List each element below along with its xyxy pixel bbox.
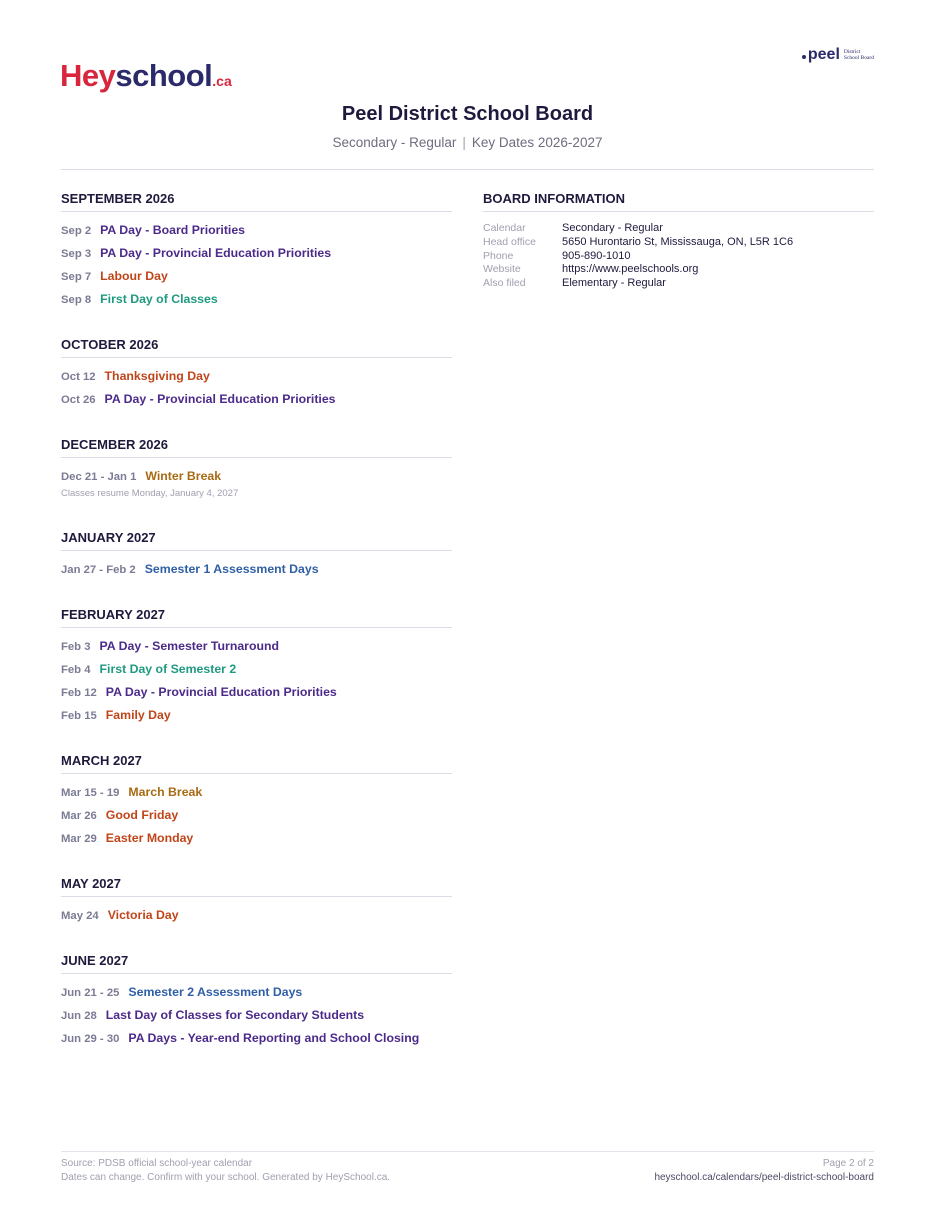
logo-school: school [115, 58, 213, 93]
month-heading: JUNE 2027 [61, 953, 452, 974]
event-date: Mar 26 [61, 809, 97, 822]
board-info-key: Website [483, 263, 521, 276]
event-row [61, 465, 452, 504]
event-row [61, 242, 452, 265]
logo-hey: Hey [60, 58, 116, 93]
event-row [61, 904, 452, 927]
subtitle-key-dates: Key Dates 2026-2027 [471, 135, 603, 150]
board-info-row [483, 250, 874, 264]
month-section [61, 437, 452, 504]
event-date: Sep 2 [61, 224, 92, 237]
event-date: Jan 27 - Feb 2 [61, 563, 136, 576]
footer-left [61, 1157, 390, 1185]
event-date: Oct 12 [61, 370, 96, 383]
event-date: Jun 29 - 30 [61, 1032, 120, 1045]
event-row [61, 704, 452, 727]
peel-word: peel [807, 46, 840, 63]
peel-logo [802, 46, 874, 64]
event-row [61, 658, 452, 681]
month-section [61, 530, 452, 581]
month-section [61, 753, 452, 850]
footer-source: Source: PDSB official school-year calendar [61, 1158, 253, 1169]
board-info-value: 905-890-1010 [562, 249, 631, 262]
month-heading: JANUARY 2027 [61, 530, 452, 551]
page-title: Peel District School Board [341, 103, 594, 125]
board-info-value: Secondary - Regular [562, 222, 663, 234]
peel-subtitle [844, 49, 874, 61]
event-name: March Break [128, 784, 203, 799]
event-row [61, 558, 452, 581]
month-section [61, 337, 452, 411]
event-date: May 24 [61, 909, 99, 922]
event-name: PA Day - Board Priorities [100, 222, 246, 237]
event-date: Dec 21 - Jan 1 [61, 470, 137, 483]
board-info-key: Calendar [483, 222, 526, 234]
peel-dot-icon [802, 55, 806, 59]
event-row [61, 388, 452, 411]
page-subtitle [0, 135, 935, 150]
event-name: PA Day - Semester Turnaround [99, 638, 279, 653]
board-info-row [483, 236, 874, 250]
footer-url: heyschool.ca/calendars/peel-district-school-board [654, 1172, 874, 1183]
board-info-value: https://www.peelschools.org [562, 263, 699, 276]
event-row [61, 1004, 452, 1027]
event-row [61, 365, 452, 388]
board-info-rows [483, 222, 874, 291]
event-name: Winter Break [145, 468, 222, 483]
event-date: Feb 4 [61, 663, 91, 676]
event-date: Sep 7 [61, 270, 92, 283]
logo-ca: .ca [212, 73, 232, 89]
month-section [61, 953, 452, 1050]
event-name: PA Day - Provincial Education Priorities [100, 245, 332, 260]
event-row [61, 681, 452, 704]
event-date: Jun 28 [61, 1009, 97, 1022]
heyschool-logo [60, 58, 232, 102]
event-row [61, 219, 452, 242]
board-info-key: Head office [483, 235, 536, 248]
board-info-row [483, 277, 874, 291]
event-row [61, 265, 452, 288]
peel-sub-line1: District [843, 49, 861, 55]
event-name: First Day of Semester 2 [99, 661, 237, 676]
peel-sub-line2: School Board [843, 55, 874, 61]
board-information [483, 191, 874, 291]
header-divider [61, 169, 874, 170]
event-name: PA Day - Provincial Education Priorities [105, 684, 337, 699]
event-note: Classes resume Monday, January 4, 2027 [61, 487, 239, 499]
event-name: First Day of Classes [100, 291, 218, 306]
board-info-value: 5650 Hurontario St, Mississauga, ON, L5R 1C6 [562, 235, 794, 248]
month-heading: SEPTEMBER 2026 [61, 191, 452, 212]
subtitle-separator: | [462, 135, 466, 150]
board-info-key: Phone [483, 249, 514, 262]
footer-page-number: Page 2 of 2 [822, 1158, 874, 1169]
month-heading: OCTOBER 2026 [61, 337, 452, 358]
month-heading: MAY 2027 [61, 876, 452, 897]
event-name: Family Day [105, 707, 171, 722]
event-name: Labour Day [100, 268, 168, 283]
event-name: Good Friday [105, 807, 179, 822]
board-info-row [483, 263, 874, 277]
board-info-key: Also filed [483, 277, 526, 290]
event-date: Sep 8 [61, 293, 92, 306]
event-name: Easter Monday [105, 830, 194, 845]
event-row [61, 1027, 452, 1050]
event-row [61, 981, 452, 1004]
board-info-value: Elementary - Regular [562, 277, 666, 290]
board-info-heading: BOARD INFORMATION [483, 191, 874, 212]
event-date: Oct 26 [61, 393, 96, 406]
event-name: PA Day - Provincial Education Priorities [104, 391, 336, 406]
footer-right [654, 1157, 874, 1185]
event-name: Thanksgiving Day [104, 368, 210, 383]
event-row [61, 781, 452, 804]
month-section [61, 876, 452, 927]
event-row [61, 804, 452, 827]
event-date: Jun 21 - 25 [61, 986, 120, 999]
month-heading: FEBRUARY 2027 [61, 607, 452, 628]
event-name: Semester 2 Assessment Days [128, 984, 303, 999]
footer-divider [61, 1151, 874, 1152]
key-dates-list [61, 191, 452, 1076]
event-date: Mar 15 - 19 [61, 786, 120, 799]
subtitle-calendar: Secondary - Regular [332, 135, 457, 150]
event-name: Last Day of Classes for Secondary Students [105, 1007, 365, 1022]
event-row [61, 827, 452, 850]
event-date: Mar 29 [61, 832, 97, 845]
month-heading: MARCH 2027 [61, 753, 452, 774]
month-heading: DECEMBER 2026 [61, 437, 452, 458]
footer-disclaimer: Dates can change. Confirm with your school. Generated by HeySchool.ca. [61, 1172, 391, 1183]
event-date: Feb 12 [61, 686, 97, 699]
event-name: Victoria Day [107, 907, 179, 922]
board-info-row [483, 222, 874, 236]
event-date: Feb 3 [61, 640, 91, 653]
month-section [61, 191, 452, 311]
event-name: PA Days - Year-end Reporting and School Closing [128, 1030, 420, 1045]
event-row [61, 288, 452, 311]
event-name: Semester 1 Assessment Days [144, 561, 319, 576]
event-date: Feb 15 [61, 709, 97, 722]
event-row [61, 635, 452, 658]
event-date: Sep 3 [61, 247, 92, 260]
month-section [61, 607, 452, 727]
